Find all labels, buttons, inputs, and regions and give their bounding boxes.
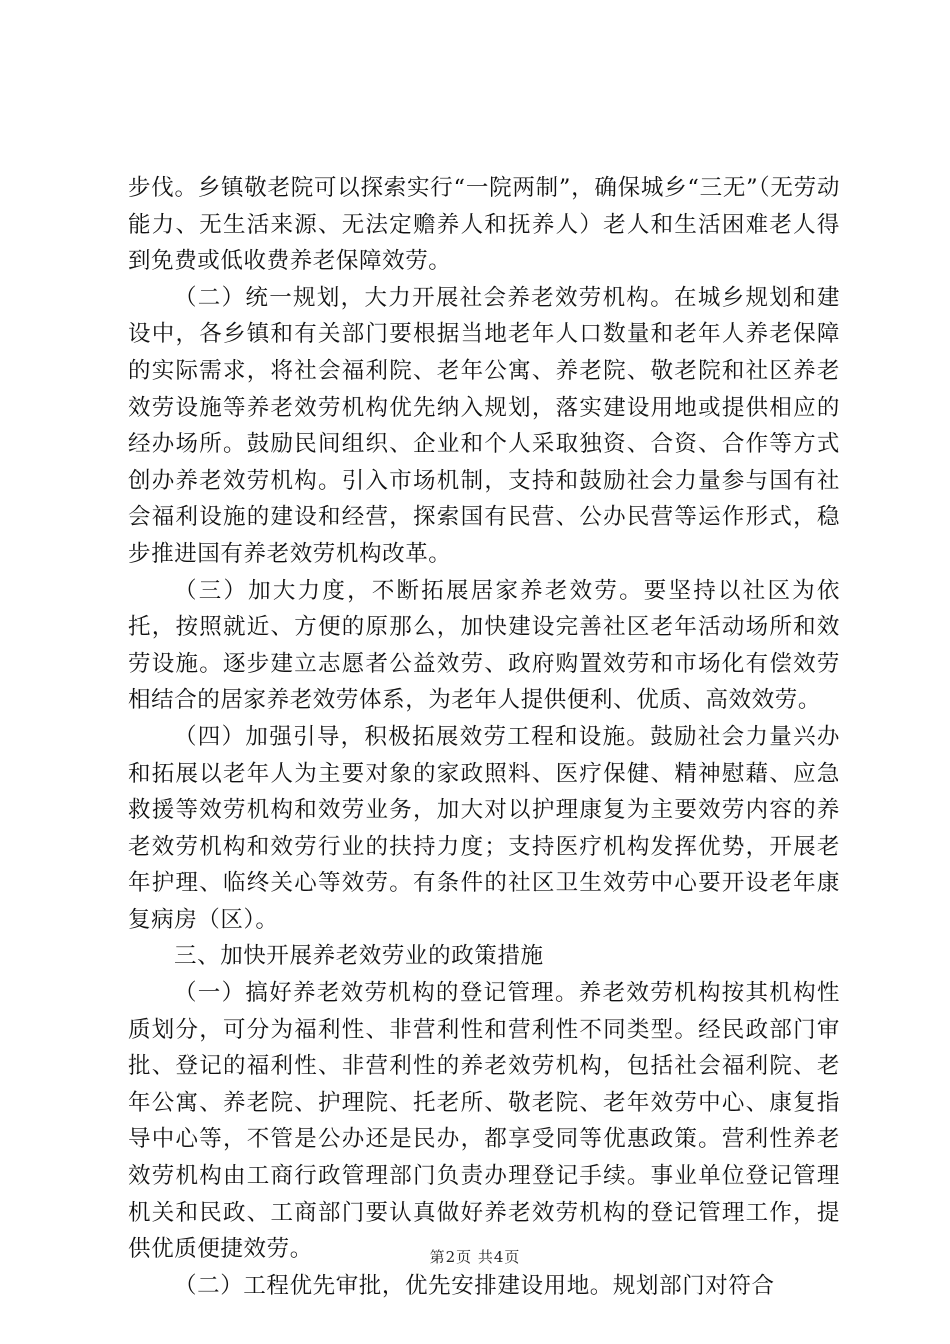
paragraph-approval: （二）工程优先审批，优先安排建设用地。规划部门对符合 (174, 1272, 775, 1299)
paragraph-registration: （一）搞好养老效劳机构的登记管理。养老效劳机构按其机构性质划分，可分为福利性、非营利性和营利性不同类型。经民政部门审批、登记的福利性、非营利性的养老效劳机构，包括社会福利院、老年公寓、养老院、护理院、托老所、敬老院、老年效劳中心、康复指导中心等，不管是公办还是民办，都享受同等优惠政策。营利性养老效劳机构由工商行政管理部门负责办理登记手续。事业单位登记管理机关和民政、工商部门要认真做好养老效劳机构的登记管理工作，提供优质便捷效劳。 (128, 980, 840, 1263)
paragraph-continuation: 步伐。乡镇敬老院可以探索实行“一院两制”，确保城乡“三无”（无劳动能力、无生活来源、无法定赡养人和抚养人）老人和生活困难老人得到免费或低收费养老保障效劳。 (128, 175, 840, 275)
document-body (128, 170, 840, 1304)
paragraph-guidance: （四）加强引导，积极拓展效劳工程和设施。鼓励社会力量兴办和拓展以老年人为主要对象的家政照料、医疗保健、精神慰藉、应急救援等效劳机构和效劳业务，加大对以护理康复为主要效劳内容的养老效劳机构和效劳行业的扶持力度；支持医疗机构发挥优势，开展老年护理、临终关心等效劳。有条件的社区卫生效劳中心要开设老年康复病房（区）。 (128, 723, 840, 933)
paragraph-planning: （二）统一规划，大力开展社会养老效劳机构。在城乡规划和建设中，各乡镇和有关部门要根据当地老年人口数量和老年人养老保障的实际需求，将社会福利院、老年公寓、养老院、敬老院和社区养老效劳设施等养老效劳机构优先纳入规划，落实建设用地或提供相应的经办场所。鼓励民间组织、企业和个人采取独资、合资、合作等方式创办养老效劳机构。引入市场机制，支持和鼓励社会力量参与国有社会福利设施的建设和经营，探索国有民营、公办民营等运作形式，稳步推进国有养老效劳机构改革。 (128, 284, 840, 567)
section-heading-policy-measures: 三、加快开展养老效劳业的政策措施 (174, 943, 544, 970)
page-footer: 第2页 共4页 (429, 1248, 521, 1266)
paragraph-home-care: （三）加大力度，不断拓展居家养老效劳。要坚持以社区为依托，按照就近、方便的原那么，加快建设完善社区老年活动场所和效劳设施。逐步建立志愿者公益效劳、政府购置效劳和市场化有偿效劳相结合的居家养老效劳体系，为老年人提供便利、优质、高效效劳。 (128, 577, 840, 714)
